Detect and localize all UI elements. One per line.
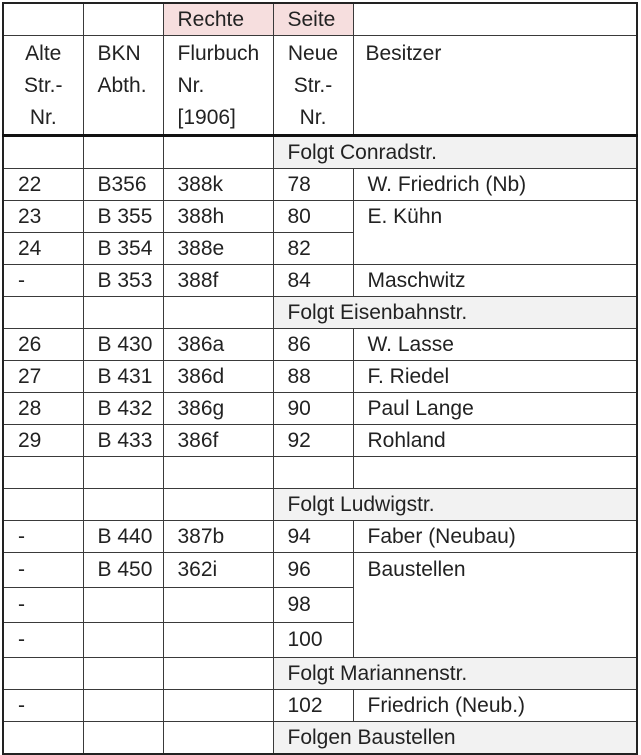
section-row [3,489,637,521]
section-label: Folgt Eisenbahnstr. [273,297,637,329]
bkn-abth: B 432 [83,393,163,425]
header-row [3,36,637,136]
section-row [3,722,637,755]
neue-nr: 82 [273,233,353,265]
neue-nr: 90 [273,393,353,425]
table-row [3,329,637,361]
neue-nr: 80 [273,201,353,233]
section-label: Folgt Conradstr. [273,136,637,169]
flurbuch-nr: 388k [163,169,273,201]
bkn-abth: B 433 [83,425,163,457]
besitzer: Baustellen [353,553,637,588]
table-row [3,457,637,489]
neue-nr: 88 [273,361,353,393]
besitzer: Faber (Neubau) [353,521,637,553]
besitzer: E. Kühn [353,201,637,233]
besitzer: Paul Lange [353,393,637,425]
flurbuch-nr: 388e [163,233,273,265]
section-label: Folgt Mariannenstr. [273,658,637,690]
section-row [3,658,637,690]
bkn-abth: B 430 [83,329,163,361]
flurbuch-nr: 387b [163,521,273,553]
neue-nr: 98 [273,588,353,623]
table-row [3,425,637,457]
alte-nr: 22 [3,169,83,201]
table-row [3,361,637,393]
bkn-abth: B 353 [83,265,163,297]
bkn-abth: B 354 [83,233,163,265]
bkn-abth: B 440 [83,521,163,553]
table-row [3,265,637,297]
besitzer: Maschwitz [353,265,637,297]
bkn-abth: B 355 [83,201,163,233]
neue-nr: 78 [273,169,353,201]
table-row [3,690,637,722]
alte-nr: - [3,623,83,658]
besitzer: Rohland [353,425,637,457]
header-top-seite: Seite [273,3,353,36]
header-flurbuch-nr: Flurbuch Nr. [1906] [163,36,273,136]
header-top-rechte: Rechte [163,3,273,36]
table-row [3,233,637,265]
neue-nr: 102 [273,690,353,722]
alte-nr: 23 [3,201,83,233]
alte-nr: 28 [3,393,83,425]
table-row [3,169,637,201]
alte-nr: - [3,521,83,553]
alte-nr: - [3,553,83,588]
neue-nr: 92 [273,425,353,457]
flurbuch-nr: 386g [163,393,273,425]
alte-nr: - [3,588,83,623]
besitzer: Friedrich (Neub.) [353,690,637,722]
header-bkn-abth: BKN Abth. [83,36,163,136]
neue-nr: 96 [273,553,353,588]
flurbuch-nr: 386a [163,329,273,361]
flurbuch-nr: 386d [163,361,273,393]
flurbuch-nr: 388f [163,265,273,297]
table-row [3,201,637,233]
section-label: Folgt Ludwigstr. [273,489,637,521]
alte-nr: - [3,265,83,297]
besitzer: W. Friedrich (Nb) [353,169,637,201]
section-row [3,136,637,169]
section-row [3,297,637,329]
flurbuch-nr: 386f [163,425,273,457]
bkn-abth: B356 [83,169,163,201]
neue-nr: 100 [273,623,353,658]
table-row [3,623,637,658]
header-alte-str-nr: Alte Str.- Nr. [3,36,83,136]
flurbuch-nr: 388h [163,201,273,233]
table-row [3,588,637,623]
bkn-abth: B 450 [83,553,163,588]
alte-nr: - [3,690,83,722]
alte-nr: 27 [3,361,83,393]
header-besitzer: Besitzer [353,36,637,136]
besitzer: F. Riedel [353,361,637,393]
header-neue-str-nr: Neue Str.- Nr. [273,36,353,136]
bkn-abth: B 431 [83,361,163,393]
table-row [3,521,637,553]
header-top-row [3,3,637,36]
table-row [3,393,637,425]
neue-nr: 94 [273,521,353,553]
flurbuch-nr: 362i [163,553,273,588]
alte-nr: 24 [3,233,83,265]
alte-nr: 26 [3,329,83,361]
besitzer: W. Lasse [353,329,637,361]
alte-nr: 29 [3,425,83,457]
neue-nr: 84 [273,265,353,297]
section-label: Folgen Baustellen [273,722,637,755]
neue-nr: 86 [273,329,353,361]
table-row [3,553,637,588]
property-register-table [2,2,638,755]
